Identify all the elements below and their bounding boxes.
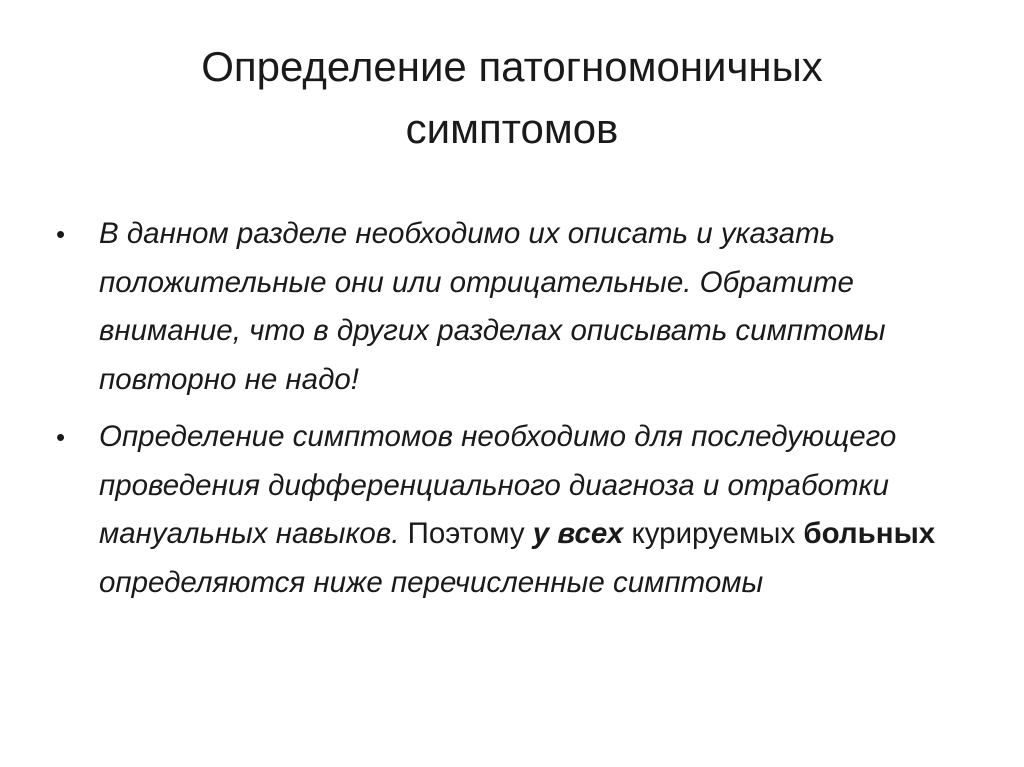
bullet-dot-icon: • — [56, 422, 66, 452]
bullet-text-2-part-1: Определение симптомов необходимо для последующего проведения дифференциального диагноза и отработки мануальных навыков. — [99, 420, 897, 550]
slide-title — [60, 36, 964, 160]
bullet-text-2-emphasis-2: больных — [803, 517, 936, 550]
bullet-text-1: В данном разделе необходимо их описать и указать положительные они или отрицательные. Обратите внимание, что в других разделах описывать симптомы повторно не надо! — [99, 217, 886, 396]
bullet-item-1 — [56, 210, 956, 404]
title-line-1: Определение патогномоничных — [201, 43, 823, 90]
bullet-text-2-part-2: Поэтому — [407, 517, 525, 550]
bullet-text-2-part-4: курируемых — [631, 517, 796, 550]
bullet-list — [56, 210, 956, 616]
bullet-item-2 — [56, 413, 956, 607]
title-line-2: симптомов — [405, 105, 619, 152]
bullet-text-2-part-6: определяются ниже перечисленные симптомы — [99, 565, 764, 599]
bullet-text-2-emphasis-1: у всех — [532, 517, 624, 550]
bullet-dot-icon: • — [56, 219, 66, 249]
